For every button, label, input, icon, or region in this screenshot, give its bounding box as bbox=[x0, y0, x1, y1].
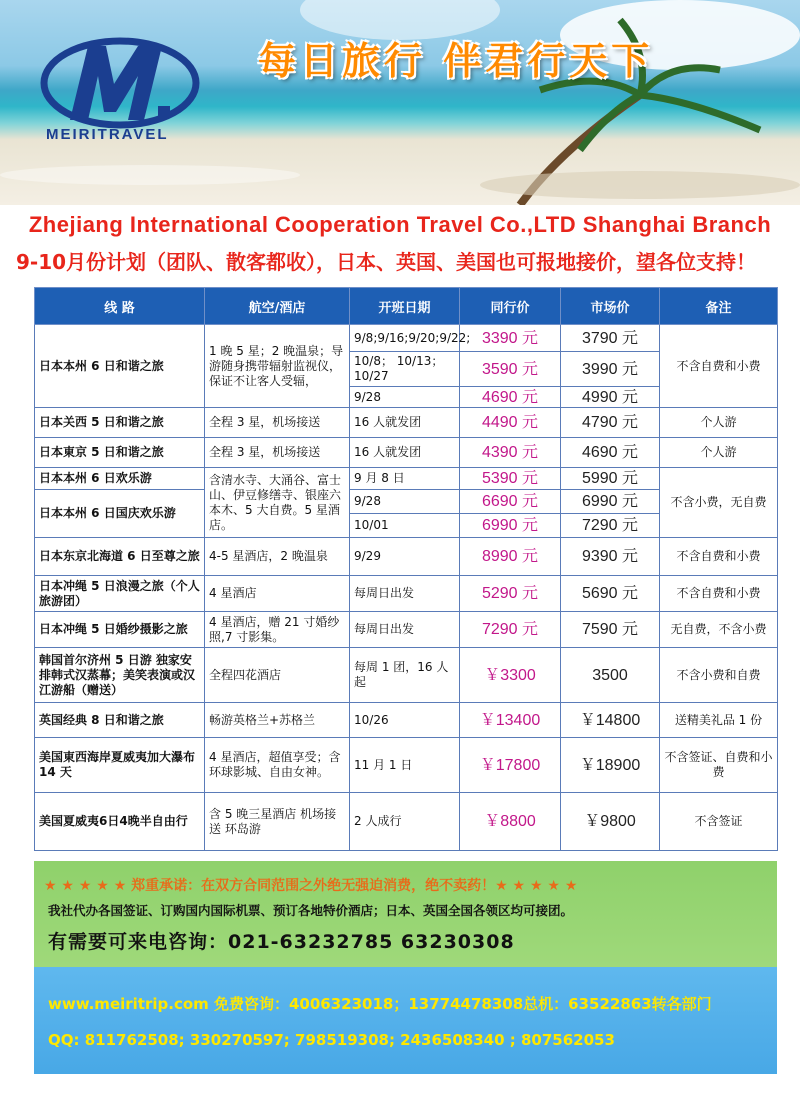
route-cell: 日本本州 6 日国庆欢乐游 bbox=[35, 490, 205, 538]
date-cell: 2 人成行 bbox=[350, 793, 460, 851]
date-cell: 9/28 bbox=[350, 387, 460, 408]
promise-panel bbox=[34, 861, 777, 967]
hotel-cell: 4 星酒店 bbox=[205, 576, 350, 612]
market-price-cell: 5690 元 bbox=[561, 576, 660, 612]
note-cell: 不含签证、自费和小费 bbox=[660, 738, 778, 793]
peer-price-cell: ￥17800 bbox=[460, 738, 561, 793]
date-cell: 11 月 1 日 bbox=[350, 738, 460, 793]
table-row bbox=[35, 468, 778, 490]
note-cell: 个人游 bbox=[660, 438, 778, 468]
hotel-cell: 4-5 星酒店，2 晚温泉 bbox=[205, 538, 350, 576]
route-cell: 韩国首尔济州 5 日游 独家安排韩式汉蒸幕；美笑表演或汉江游船（赠送） bbox=[35, 648, 205, 703]
contact-panel bbox=[34, 967, 777, 1074]
market-price-cell: 5990 元 bbox=[561, 468, 660, 490]
market-price-cell: 9390 元 bbox=[561, 538, 660, 576]
market-price-cell: ￥9800 bbox=[561, 793, 660, 851]
peer-price-cell: 6990 元 bbox=[460, 514, 561, 538]
route-cell: 美国東西海岸夏威夷加大瀑布 14 天 bbox=[35, 738, 205, 793]
date-cell: 10/26 bbox=[350, 703, 460, 738]
consult-phone: 有需要可来电咨询：021-63232785 63230308 bbox=[48, 931, 515, 953]
note-cell: 不含自费和小费 bbox=[660, 325, 778, 408]
peer-price-cell: 5290 元 bbox=[460, 576, 561, 612]
hotel-cell: 全程 3 星，机场接送 bbox=[205, 408, 350, 438]
table-row bbox=[35, 438, 778, 468]
peer-price-cell: ￥3300 bbox=[460, 648, 561, 703]
route-cell: 日本本州 6 日欢乐游 bbox=[35, 468, 205, 490]
table-row bbox=[35, 738, 778, 793]
note-cell: 无自费，不含小费 bbox=[660, 612, 778, 648]
table-row bbox=[35, 793, 778, 851]
date-cell: 10/8； 10/13；10/27 bbox=[350, 352, 460, 387]
date-cell: 每周日出发 bbox=[350, 612, 460, 648]
hotel-cell: 全程四花酒店 bbox=[205, 648, 350, 703]
header-banner bbox=[0, 0, 800, 205]
market-price-cell: 3790 元 bbox=[561, 325, 660, 352]
hotel-cell: 4 星酒店，赠 21 寸婚纱照,7 寸影集。 bbox=[205, 612, 350, 648]
peer-price-cell: 7290 元 bbox=[460, 612, 561, 648]
table-header-row bbox=[35, 288, 778, 325]
note-cell: 不含自费和小费 bbox=[660, 538, 778, 576]
col-header-hotel: 航空/酒店 bbox=[205, 288, 350, 325]
note-cell: 不含签证 bbox=[660, 793, 778, 851]
note-cell: 不含自费和小费 bbox=[660, 576, 778, 612]
market-price-cell: 3990 元 bbox=[561, 352, 660, 387]
col-header-market-price: 市场价 bbox=[561, 288, 660, 325]
route-cell: 日本本州 6 日和谐之旅 bbox=[35, 325, 205, 408]
market-price-cell: ￥14800 bbox=[561, 703, 660, 738]
table-row bbox=[35, 408, 778, 438]
peer-price-cell: 4690 元 bbox=[460, 387, 561, 408]
date-cell: 16 人就发团 bbox=[350, 438, 460, 468]
route-cell: 日本东京北海道 6 日至尊之旅 bbox=[35, 538, 205, 576]
slogan: 每日旅行 伴君行天下 bbox=[258, 38, 654, 83]
peer-price-cell: 3590 元 bbox=[460, 352, 561, 387]
route-cell: 英国经典 8 日和谐之旅 bbox=[35, 703, 205, 738]
market-price-cell: 4790 元 bbox=[561, 408, 660, 438]
peer-price-cell: 4390 元 bbox=[460, 438, 561, 468]
peer-price-cell: ￥8800 bbox=[460, 793, 561, 851]
route-cell: 日本冲绳 5 日浪漫之旅（个人旅游团） bbox=[35, 576, 205, 612]
market-price-cell: 7590 元 bbox=[561, 612, 660, 648]
peer-price-cell: 6690 元 bbox=[460, 490, 561, 514]
route-cell: 美国夏威夷6日4晚半自由行 bbox=[35, 793, 205, 851]
col-header-peer-price: 同行价 bbox=[460, 288, 561, 325]
hotel-cell: 含清水寺、大涌谷、富士山、伊豆修缮寺、银座六本木、5 大自费。5 星酒店。 bbox=[205, 468, 350, 538]
services-text: 我社代办各国签证、订购国内国际机票、预订各地特价酒店；日本、英国全国各领区均可接团。 bbox=[48, 903, 574, 918]
table-row bbox=[35, 325, 778, 352]
market-price-cell: 4990 元 bbox=[561, 387, 660, 408]
table-row bbox=[35, 576, 778, 612]
note-cell: 个人游 bbox=[660, 408, 778, 438]
meiri-logo-icon bbox=[40, 28, 200, 138]
note-cell: 不含小费和自费 bbox=[660, 648, 778, 703]
peer-price-cell: ￥13400 bbox=[460, 703, 561, 738]
table-row bbox=[35, 612, 778, 648]
hotel-cell: 含 5 晚三星酒店 机场接送 环岛游 bbox=[205, 793, 350, 851]
table-row bbox=[35, 538, 778, 576]
date-cell: 16 人就发团 bbox=[350, 408, 460, 438]
tour-price-table bbox=[34, 287, 778, 851]
date-cell: 10/01 bbox=[350, 514, 460, 538]
date-cell: 每周 1 团，16 人起 bbox=[350, 648, 460, 703]
table-row bbox=[35, 703, 778, 738]
market-price-cell: 6990 元 bbox=[561, 490, 660, 514]
hotel-cell: 1 晚 5 星；2 晚温泉；导游随身携带辐射监视仪，保证不让客人受辐， bbox=[205, 325, 350, 408]
headline: 9-10月份计划（团队、散客都收），日本、英国、美国也可报地接价，望各位支持！ bbox=[16, 250, 757, 274]
peer-price-cell: 8990 元 bbox=[460, 538, 561, 576]
peer-price-cell: 3390 元 bbox=[460, 325, 561, 352]
qq-contact: QQ: 811762508; 330270597; 798519308; 2436508340 ; 807562053 bbox=[48, 1031, 615, 1049]
date-cell: 每周日出发 bbox=[350, 576, 460, 612]
hotel-cell: 畅游英格兰+苏格兰 bbox=[205, 703, 350, 738]
route-cell: 日本東京 5 日和谐之旅 bbox=[35, 438, 205, 468]
promise-text: ★ ★ ★ ★ ★ 郑重承诺：在双方合同范围之外绝无强迫消费，绝不卖药！★ ★ ★ ★ ★ bbox=[44, 878, 578, 894]
market-price-cell: 4690 元 bbox=[561, 438, 660, 468]
market-price-cell: 3500 bbox=[561, 648, 660, 703]
note-cell: 送精美礼品 1 份 bbox=[660, 703, 778, 738]
company-name: Zhejiang International Cooperation Travel Co.,LTD Shanghai Branch bbox=[28, 212, 772, 237]
date-cell: 9/29 bbox=[350, 538, 460, 576]
route-cell: 日本冲绳 5 日婚纱摄影之旅 bbox=[35, 612, 205, 648]
hotel-cell: 4 星酒店，超值享受；含环球影城、自由女神。 bbox=[205, 738, 350, 793]
peer-price-cell: 5390 元 bbox=[460, 468, 561, 490]
peer-price-cell: 4490 元 bbox=[460, 408, 561, 438]
col-header-route: 线 路 bbox=[35, 288, 205, 325]
date-cell: 9 月 8 日 bbox=[350, 468, 460, 490]
col-header-note: 备注 bbox=[660, 288, 778, 325]
note-cell: 不含小费，无自费 bbox=[660, 468, 778, 538]
route-cell: 日本关西 5 日和谐之旅 bbox=[35, 408, 205, 438]
market-price-cell: ￥18900 bbox=[561, 738, 660, 793]
table-row bbox=[35, 648, 778, 703]
date-cell: 9/28 bbox=[350, 490, 460, 514]
hotel-cell: 全程 3 星，机场接送 bbox=[205, 438, 350, 468]
website-contact[interactable]: www.meiritrip.com 免费咨询：4006323018；13774478308总机：63522863转各部门 bbox=[48, 995, 712, 1013]
date-cell: 9/8;9/16;9/20;9/22; bbox=[350, 325, 460, 352]
col-header-dates: 开班日期 bbox=[350, 288, 460, 325]
market-price-cell: 7290 元 bbox=[561, 514, 660, 538]
logo-text: MEIRITRAVEL bbox=[46, 126, 169, 143]
